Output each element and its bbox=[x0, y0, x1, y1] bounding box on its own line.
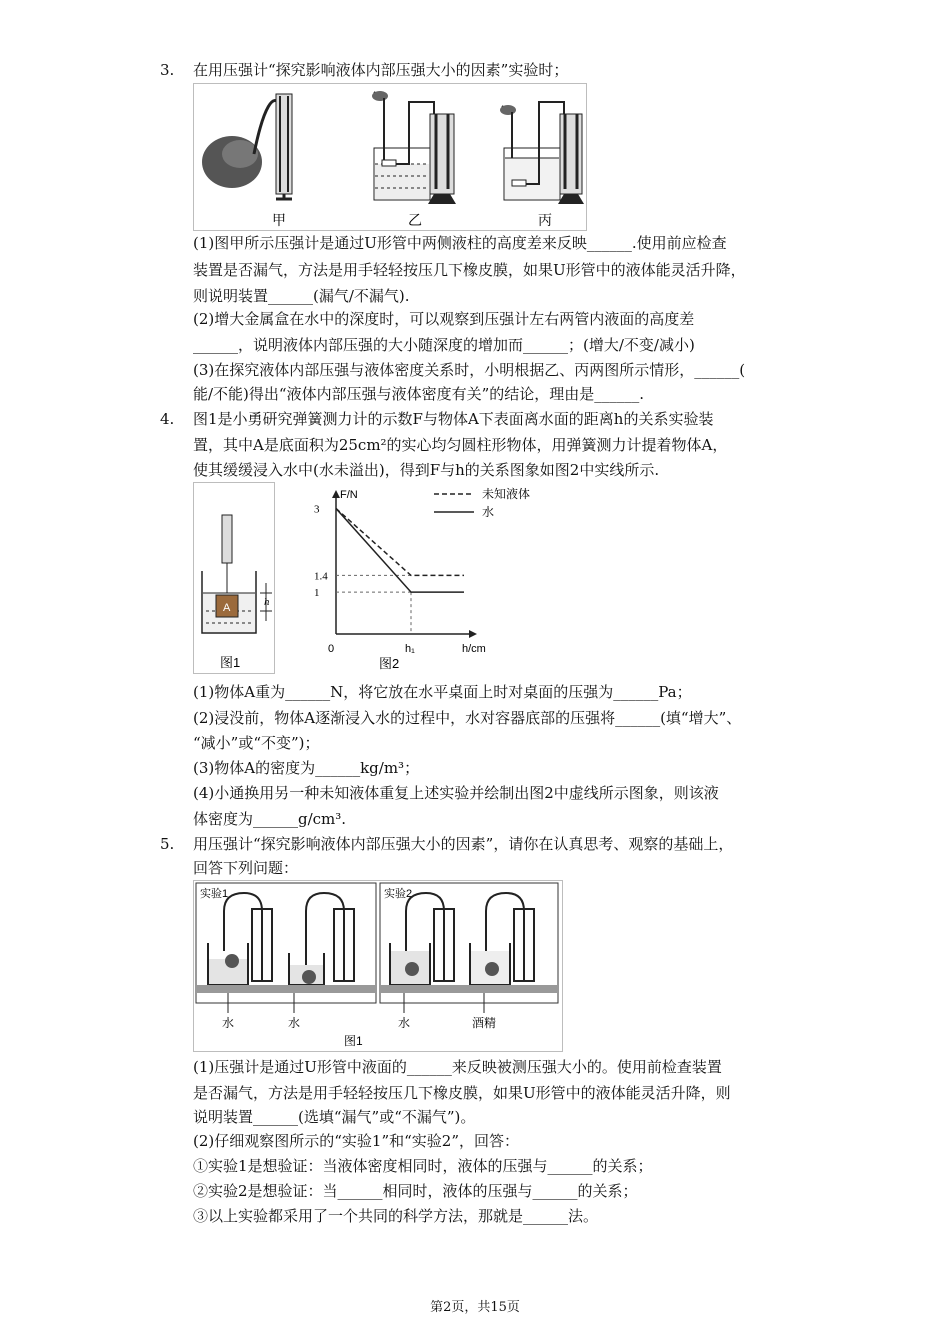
series-line-0 bbox=[336, 508, 464, 575]
gauge-jia bbox=[202, 94, 292, 199]
q3-line-7: 能/不能)得出“液体内部压强与液体密度有关”的结论，理由是______. bbox=[193, 385, 645, 403]
experiment-1-label: 实验1 bbox=[200, 888, 229, 900]
probe-4 bbox=[485, 962, 499, 976]
q4-intro-3: 使其缓缓浸入水中(水未溢出)，得到F与h的关系图象如图2中实线所示. bbox=[193, 461, 660, 479]
liquid-label-1: 水 bbox=[222, 1016, 235, 1030]
series-line-1 bbox=[336, 508, 464, 592]
question-4-number: 4. bbox=[160, 410, 175, 428]
question-3-title: 在用压强计“探究影响液体内部压强大小的因素”实验时； bbox=[193, 61, 569, 79]
x-axis-title: h/cm bbox=[462, 643, 486, 655]
gauge-yi bbox=[372, 91, 456, 204]
experiment-2-label: 实验2 bbox=[384, 888, 413, 900]
figure-1-apparatus bbox=[193, 482, 275, 674]
figure-2-label: 图2 bbox=[379, 656, 400, 671]
y-axis-title: F/N bbox=[340, 489, 358, 501]
legend-label-1: 水 bbox=[482, 505, 495, 519]
q4-line-3: “减小”或“不变”)； bbox=[193, 734, 320, 752]
question-5-number: 5. bbox=[160, 835, 175, 853]
q3-line-4: (2)增大金属盒在水中的深度时，可以观察到压强计左右两管内液面的高度差 bbox=[193, 310, 695, 328]
q3-line-1: (1)图甲所示压强计是通过U形管中两侧液柱的高度差来反映______.使用前应检查 bbox=[193, 234, 727, 252]
q4-line-4: (3)物体A的密度为______kg/m³； bbox=[193, 759, 420, 777]
q5-line-3: 说明装置______(选填“漏气”或“不漏气”)。 bbox=[193, 1108, 476, 1126]
probe-1 bbox=[225, 954, 239, 968]
liquid-label-4: 酒精 bbox=[472, 1016, 497, 1030]
q5-line-5: ①实验1是想验证：当液体密度相同时，液体的压强与______的关系； bbox=[193, 1157, 653, 1175]
gauge-bing bbox=[500, 102, 584, 204]
legend-label-0: 未知液体 bbox=[482, 487, 531, 501]
q4-intro-2: 置，其中A是底面积为25cm²的实心均匀圆柱形物体，用弹簧测力计提着物体A， bbox=[193, 436, 728, 454]
q3-line-3: 则说明装置______(漏气/不漏气). bbox=[193, 287, 410, 305]
q5-line-6: ②实验2是想验证：当______相同时，液体的压强与______的关系； bbox=[193, 1182, 638, 1200]
q3-line-2: 装置是否漏气，方法是用手轻轻按压几下橡皮膜，如果U形管中的液体能灵活升降， bbox=[193, 261, 746, 279]
figure-2-chart bbox=[274, 482, 594, 672]
page-footer: 第2页，共15页 bbox=[430, 1300, 520, 1315]
figure-experiments bbox=[193, 880, 563, 1052]
q4-line-6: 体密度为______g/cm³. bbox=[193, 810, 347, 828]
y-tick-label-0: 3 bbox=[314, 503, 320, 516]
probe-3 bbox=[405, 962, 419, 976]
experiment-figure-label: 图1 bbox=[344, 1034, 363, 1048]
y-tick-label-1: 1.4 bbox=[314, 570, 328, 583]
figure-label-bing: 丙 bbox=[538, 212, 552, 228]
q5-line-1: (1)压强计是通过U形管中液面的______来反映被测压强大小的。使用前检查装置 bbox=[193, 1058, 722, 1076]
x-axis-arrow bbox=[469, 630, 477, 638]
question-3-number: 3. bbox=[160, 61, 175, 79]
force-depth-graph bbox=[274, 482, 594, 672]
q4-line-5: (4)小通换用另一种未知液体重复上述实验并绘制出图2中虚线所示图象，则该液 bbox=[193, 784, 719, 802]
x-tick-label-h1: h₁ bbox=[405, 643, 415, 655]
q5-line-2: 是否漏气，方法是用手轻轻按压几下橡皮膜，如果U形管中的液体能灵活升降，则 bbox=[193, 1084, 731, 1102]
y-axis-arrow bbox=[332, 490, 340, 498]
q4-line-1: (1)物体A重为______N，将它放在水平桌面上时对桌面的压强为______Pa； bbox=[193, 683, 692, 701]
q5-intro-1: 用压强计“探究影响液体内部压强大小的因素”，请你在认真思考、观察的基础上， bbox=[193, 835, 734, 853]
figure-pressure-gauges bbox=[193, 83, 587, 231]
q3-line-6: (3)在探究液体内部压强与液体密度关系时，小明根据乙、丙两图所示情形，______( bbox=[193, 361, 746, 379]
x-tick-label-0: 0 bbox=[328, 643, 335, 655]
pressure-gauge-illustration bbox=[194, 84, 586, 230]
liquid-label-3: 水 bbox=[398, 1016, 411, 1030]
spring-scale bbox=[222, 515, 232, 563]
figure-label-yi: 乙 bbox=[408, 212, 422, 228]
h-label: h bbox=[264, 598, 270, 608]
q5-line-4: (2)仔细观察图所示的“实验1”和“实验2”，回答： bbox=[193, 1132, 520, 1150]
figure-1-label: 图1 bbox=[220, 655, 241, 670]
liquid-label-2: 水 bbox=[288, 1016, 301, 1030]
q3-line-5: ______，说明液体内部压强的大小随深度的增加而______；(增大/不变/减小) bbox=[193, 336, 695, 354]
q4-line-2: (2)浸没前，物体A逐渐浸入水的过程中，水对容器底部的压强将______(填“增大”、 bbox=[193, 709, 742, 727]
figure-label-jia: 甲 bbox=[272, 212, 286, 228]
q5-line-7: ③以上实验都采用了一个共同的科学方法，那就是______法。 bbox=[193, 1207, 599, 1225]
q5-intro-2: 回答下列问题： bbox=[193, 859, 299, 877]
y-tick-label-2: 1 bbox=[314, 587, 320, 600]
probe-2 bbox=[302, 970, 316, 984]
object-a-label: A bbox=[223, 602, 231, 614]
q4-intro-1: 图1是小勇研究弹簧测力计的示数F与物体A下表面离水面的距离h的关系实验装 bbox=[193, 410, 714, 428]
